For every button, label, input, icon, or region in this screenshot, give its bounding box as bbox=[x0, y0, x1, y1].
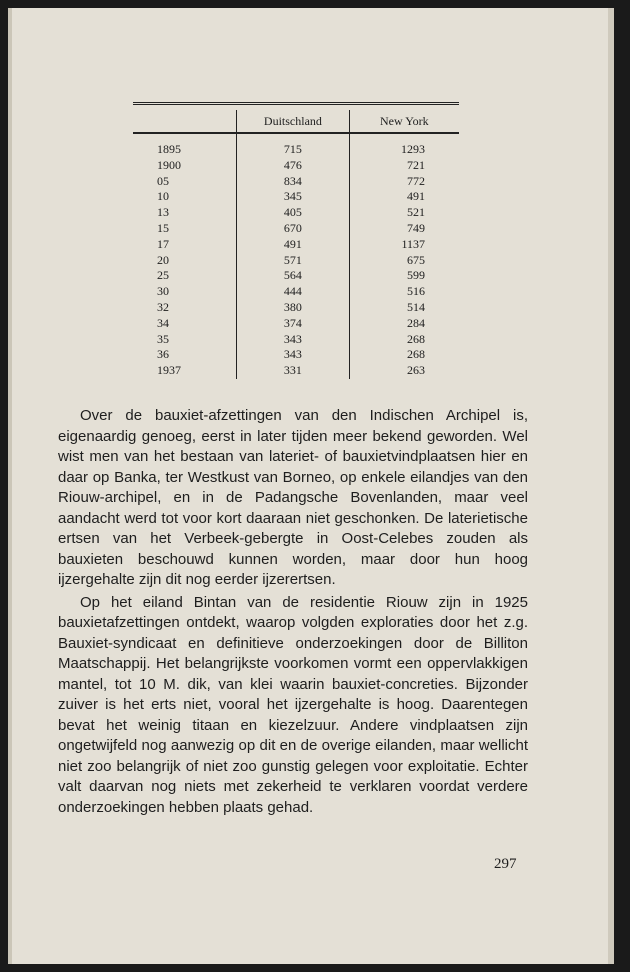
cell-year: 34 bbox=[157, 315, 169, 330]
cell-duitschland: 374 bbox=[237, 316, 349, 332]
cell-duitschland: 405 bbox=[237, 205, 349, 221]
data-table-wrap bbox=[133, 102, 459, 379]
cell-duitschland: 571 bbox=[237, 253, 349, 269]
table-row bbox=[133, 189, 459, 205]
table-row bbox=[133, 253, 459, 269]
cell-year: 05 bbox=[157, 173, 169, 188]
cell-new-york: 491 bbox=[349, 189, 459, 205]
cell-year: 36 bbox=[157, 347, 169, 362]
cell-new-york: 516 bbox=[349, 284, 459, 300]
body-text bbox=[58, 406, 528, 818]
cell-year: 30 bbox=[157, 284, 169, 299]
table-row bbox=[133, 268, 459, 284]
cell-year: 10 bbox=[157, 189, 169, 204]
cell-new-york: 514 bbox=[349, 300, 459, 316]
cell-new-york: 749 bbox=[349, 221, 459, 237]
table-row bbox=[133, 316, 459, 332]
cell-duitschland: 331 bbox=[237, 363, 349, 379]
cell-year: 32 bbox=[157, 299, 169, 314]
table-body bbox=[133, 133, 459, 379]
table-row bbox=[133, 284, 459, 300]
cell-duitschland: 444 bbox=[237, 284, 349, 300]
paragraph-1: Over de bauxiet-afzettingen van den Indischen Archipel is, eigenaardig genoeg, eerst in later tijden meer bekend geworden. Wel wist men van het bestaan van lateriet- of bauxietvindplaatsen hier en daar op Banka, ter Westkust van Borneo, op enkele eilandjes van den Riouw-archipel, en in de Padangsche Bovenlanden, maar veel aandacht werd tot voor kort daaraan niet geschonken. De laterietische ertsen van het Verbeek-gebergte in Oost-Celebes zouden als bauxieten beschouwd kunnen worden, maar door hun hoog ijzergehalte zijn dit nog eerder ijzerertsen. bbox=[58, 407, 528, 588]
table-row bbox=[133, 363, 459, 379]
cell-year: 25 bbox=[157, 268, 169, 283]
cell-new-york: 263 bbox=[349, 363, 459, 379]
cell-new-york: 599 bbox=[349, 268, 459, 284]
cell-duitschland: 476 bbox=[237, 158, 349, 174]
cell-year: 1895 bbox=[157, 142, 181, 156]
table-row bbox=[133, 237, 459, 253]
table-top-rule bbox=[133, 102, 459, 105]
page-edge bbox=[8, 8, 12, 964]
cell-year: 15 bbox=[157, 220, 169, 235]
table-header-row bbox=[133, 110, 459, 133]
table-row bbox=[133, 221, 459, 237]
cell-new-york: 521 bbox=[349, 205, 459, 221]
cell-duitschland: 834 bbox=[237, 174, 349, 190]
cell-year: 1937 bbox=[157, 363, 181, 378]
cell-new-york: 772 bbox=[349, 174, 459, 190]
book-page bbox=[8, 8, 614, 964]
cell-duitschland: 343 bbox=[237, 332, 349, 348]
cell-new-york: 1137 bbox=[349, 237, 459, 253]
table-row bbox=[133, 300, 459, 316]
cell-year: 20 bbox=[157, 252, 169, 267]
cell-new-york: 675 bbox=[349, 253, 459, 269]
table-row bbox=[133, 205, 459, 221]
cell-duitschland: 380 bbox=[237, 300, 349, 316]
page-number: 297 bbox=[494, 856, 517, 872]
data-table bbox=[133, 110, 459, 379]
table-row bbox=[133, 332, 459, 348]
paragraph-2: Op het eiland Bintan van de residentie Riouw zijn in 1925 bauxietafzettingen ontdekt, waarop volgden exploraties door het z.g. Bauxiet-syndicaat en definitieve onderzoekingen door de Billiton Maatschappij. Het belangrijkste voorkomen vormt een oppervlakkigen mantel, tot 10 M. dik, van klei waarin bauxiet-concreties. Bijzonder zuiver is het erts niet, vooral het ijzergehalte is hoog. Daarentegen bevat het weinig titaan en kiezelzuur. Andere vindplaatsen zijn ongetwijfeld nog aanwezig op dit en de overige eilanden, maar wellicht niet zoo belangrijk of niet zoo gunstig gelegen voor exploitatie. Echter valt daarvan nog niets met zekerheid te verklaren voordat verdere onderzoekingen hebben plaats gehad. bbox=[58, 593, 528, 816]
cell-duitschland: 564 bbox=[237, 268, 349, 284]
header-new-york: New York bbox=[349, 110, 459, 133]
cell-new-york: 268 bbox=[349, 332, 459, 348]
cell-duitschland: 345 bbox=[237, 189, 349, 205]
cell-year: 17 bbox=[157, 236, 169, 251]
cell-duitschland: 491 bbox=[237, 237, 349, 253]
cell-new-york: 1293 bbox=[349, 133, 459, 158]
cell-new-york: 268 bbox=[349, 347, 459, 363]
cell-year: 35 bbox=[157, 331, 169, 346]
table-row bbox=[133, 174, 459, 190]
cell-new-york: 721 bbox=[349, 158, 459, 174]
cell-new-york: 284 bbox=[349, 316, 459, 332]
cell-year: 13 bbox=[157, 205, 169, 220]
table-row bbox=[133, 347, 459, 363]
header-year bbox=[133, 110, 237, 133]
header-duitschland: Duitschland bbox=[237, 110, 349, 133]
cell-year: 1900 bbox=[157, 157, 181, 172]
cell-duitschland: 715 bbox=[237, 133, 349, 158]
cell-duitschland: 670 bbox=[237, 221, 349, 237]
cell-duitschland: 343 bbox=[237, 347, 349, 363]
table-row bbox=[133, 133, 459, 158]
table-row bbox=[133, 158, 459, 174]
